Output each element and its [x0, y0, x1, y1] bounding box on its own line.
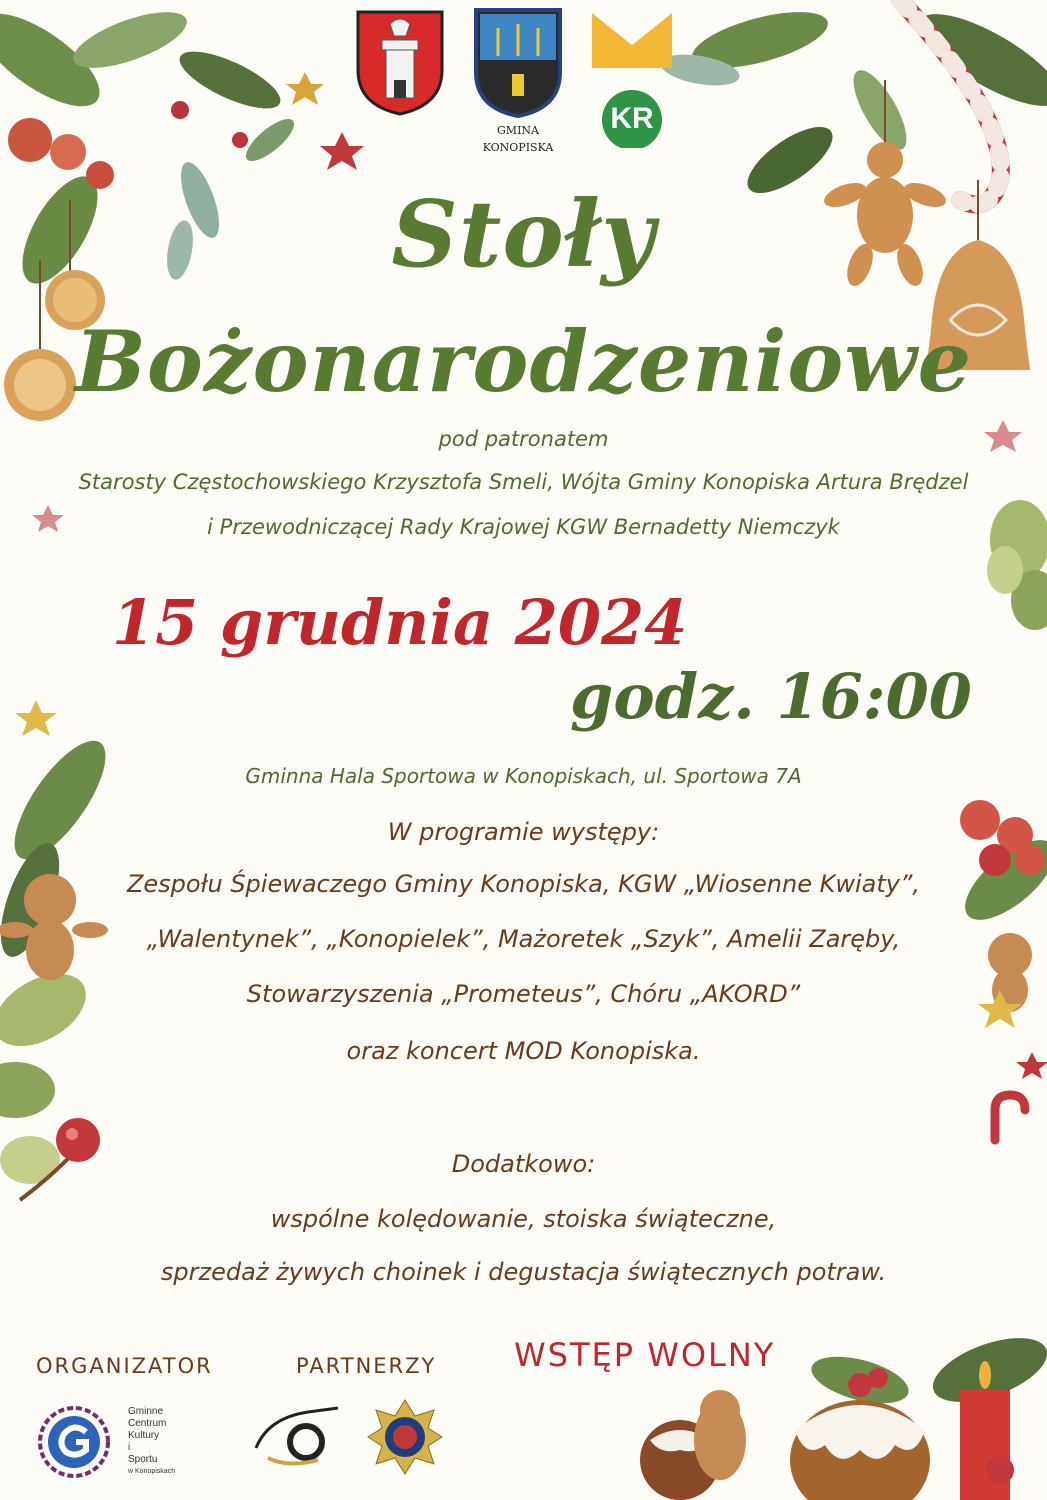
partners-label: PARTNERZY — [296, 1354, 437, 1378]
gcki-name-line: i — [128, 1442, 131, 1453]
title-line-2: Bożonarodzeniowe — [74, 312, 973, 411]
title-line-1: Stoły — [391, 180, 656, 288]
event-venue: Gminna Hala Sportowa w Konopiskach, ul. Sportowa 7A — [245, 764, 802, 788]
extras-line: wspólne kolędowanie, stoiska świąteczne, — [270, 1205, 777, 1233]
patronage-intro: pod patronatem — [438, 427, 609, 451]
program-line: oraz koncert MOD Konopiska. — [346, 1037, 701, 1065]
gmina-shield-icon — [472, 6, 564, 118]
mod-konopiska-logo — [248, 1398, 344, 1470]
coat-of-arms-shield-icon — [356, 10, 444, 116]
gcki-name-line: Sportu — [128, 1454, 158, 1465]
program-heading: W programie występy: — [387, 818, 660, 846]
fire-brigade-emblem-icon — [366, 1398, 444, 1476]
extras-heading: Dodatkowo: — [451, 1150, 596, 1178]
event-date: 15 grudnia 2024 — [112, 586, 688, 659]
gmina-konopiska-logo — [472, 6, 564, 156]
program-line: Stowarzyszenia „Prometeus”, Chóru „AKORD” — [246, 980, 801, 1008]
event-time: godz. 16:00 — [570, 660, 972, 733]
patronage-line-1: Starosty Częstochowskiego Krzysztofa Smeli, Wójta Gminy Konopiska Artura Brędzel — [78, 470, 969, 494]
gcki-name-line: Gminne — [128, 1406, 164, 1417]
gcki-name — [128, 1406, 175, 1478]
program-line: Zespołu Śpiewaczego Gminy Konopiska, KGW „Wiosenne Kwiaty”, — [126, 870, 921, 898]
gcki-name-line: Kultury — [128, 1430, 160, 1441]
gmina-label: GMINA KONOPISKA — [482, 124, 554, 154]
program-line: „Walentynek”, „Konopielek”, Mażoretek „Szyk”, Amelii Zaręby, — [146, 925, 901, 953]
gcki-name-line: w Konopiskach — [128, 1468, 176, 1475]
free-entry-text: WSTĘP WOLNY — [514, 1336, 776, 1374]
osp-emblem — [366, 1398, 444, 1476]
patronage-line-2: i Przewodniczącej Rady Krajowej KGW Bernadetty Niemczyk — [207, 515, 840, 539]
gcki-logo — [36, 1404, 112, 1480]
extras-line: sprzedaż żywych choinek i degustacja świątecznych potraw. — [160, 1258, 887, 1286]
konopiska-coat-of-arms — [356, 10, 444, 116]
right-lower-foliage — [952, 800, 1047, 1140]
kr-logo — [588, 6, 676, 148]
gcki-name-line: Centrum — [128, 1418, 167, 1429]
gcki-g-icon — [36, 1404, 112, 1480]
kr-label: KR — [610, 102, 654, 135]
brass-band-icon — [248, 1398, 344, 1470]
organizer-label: ORGANIZATOR — [36, 1354, 213, 1378]
